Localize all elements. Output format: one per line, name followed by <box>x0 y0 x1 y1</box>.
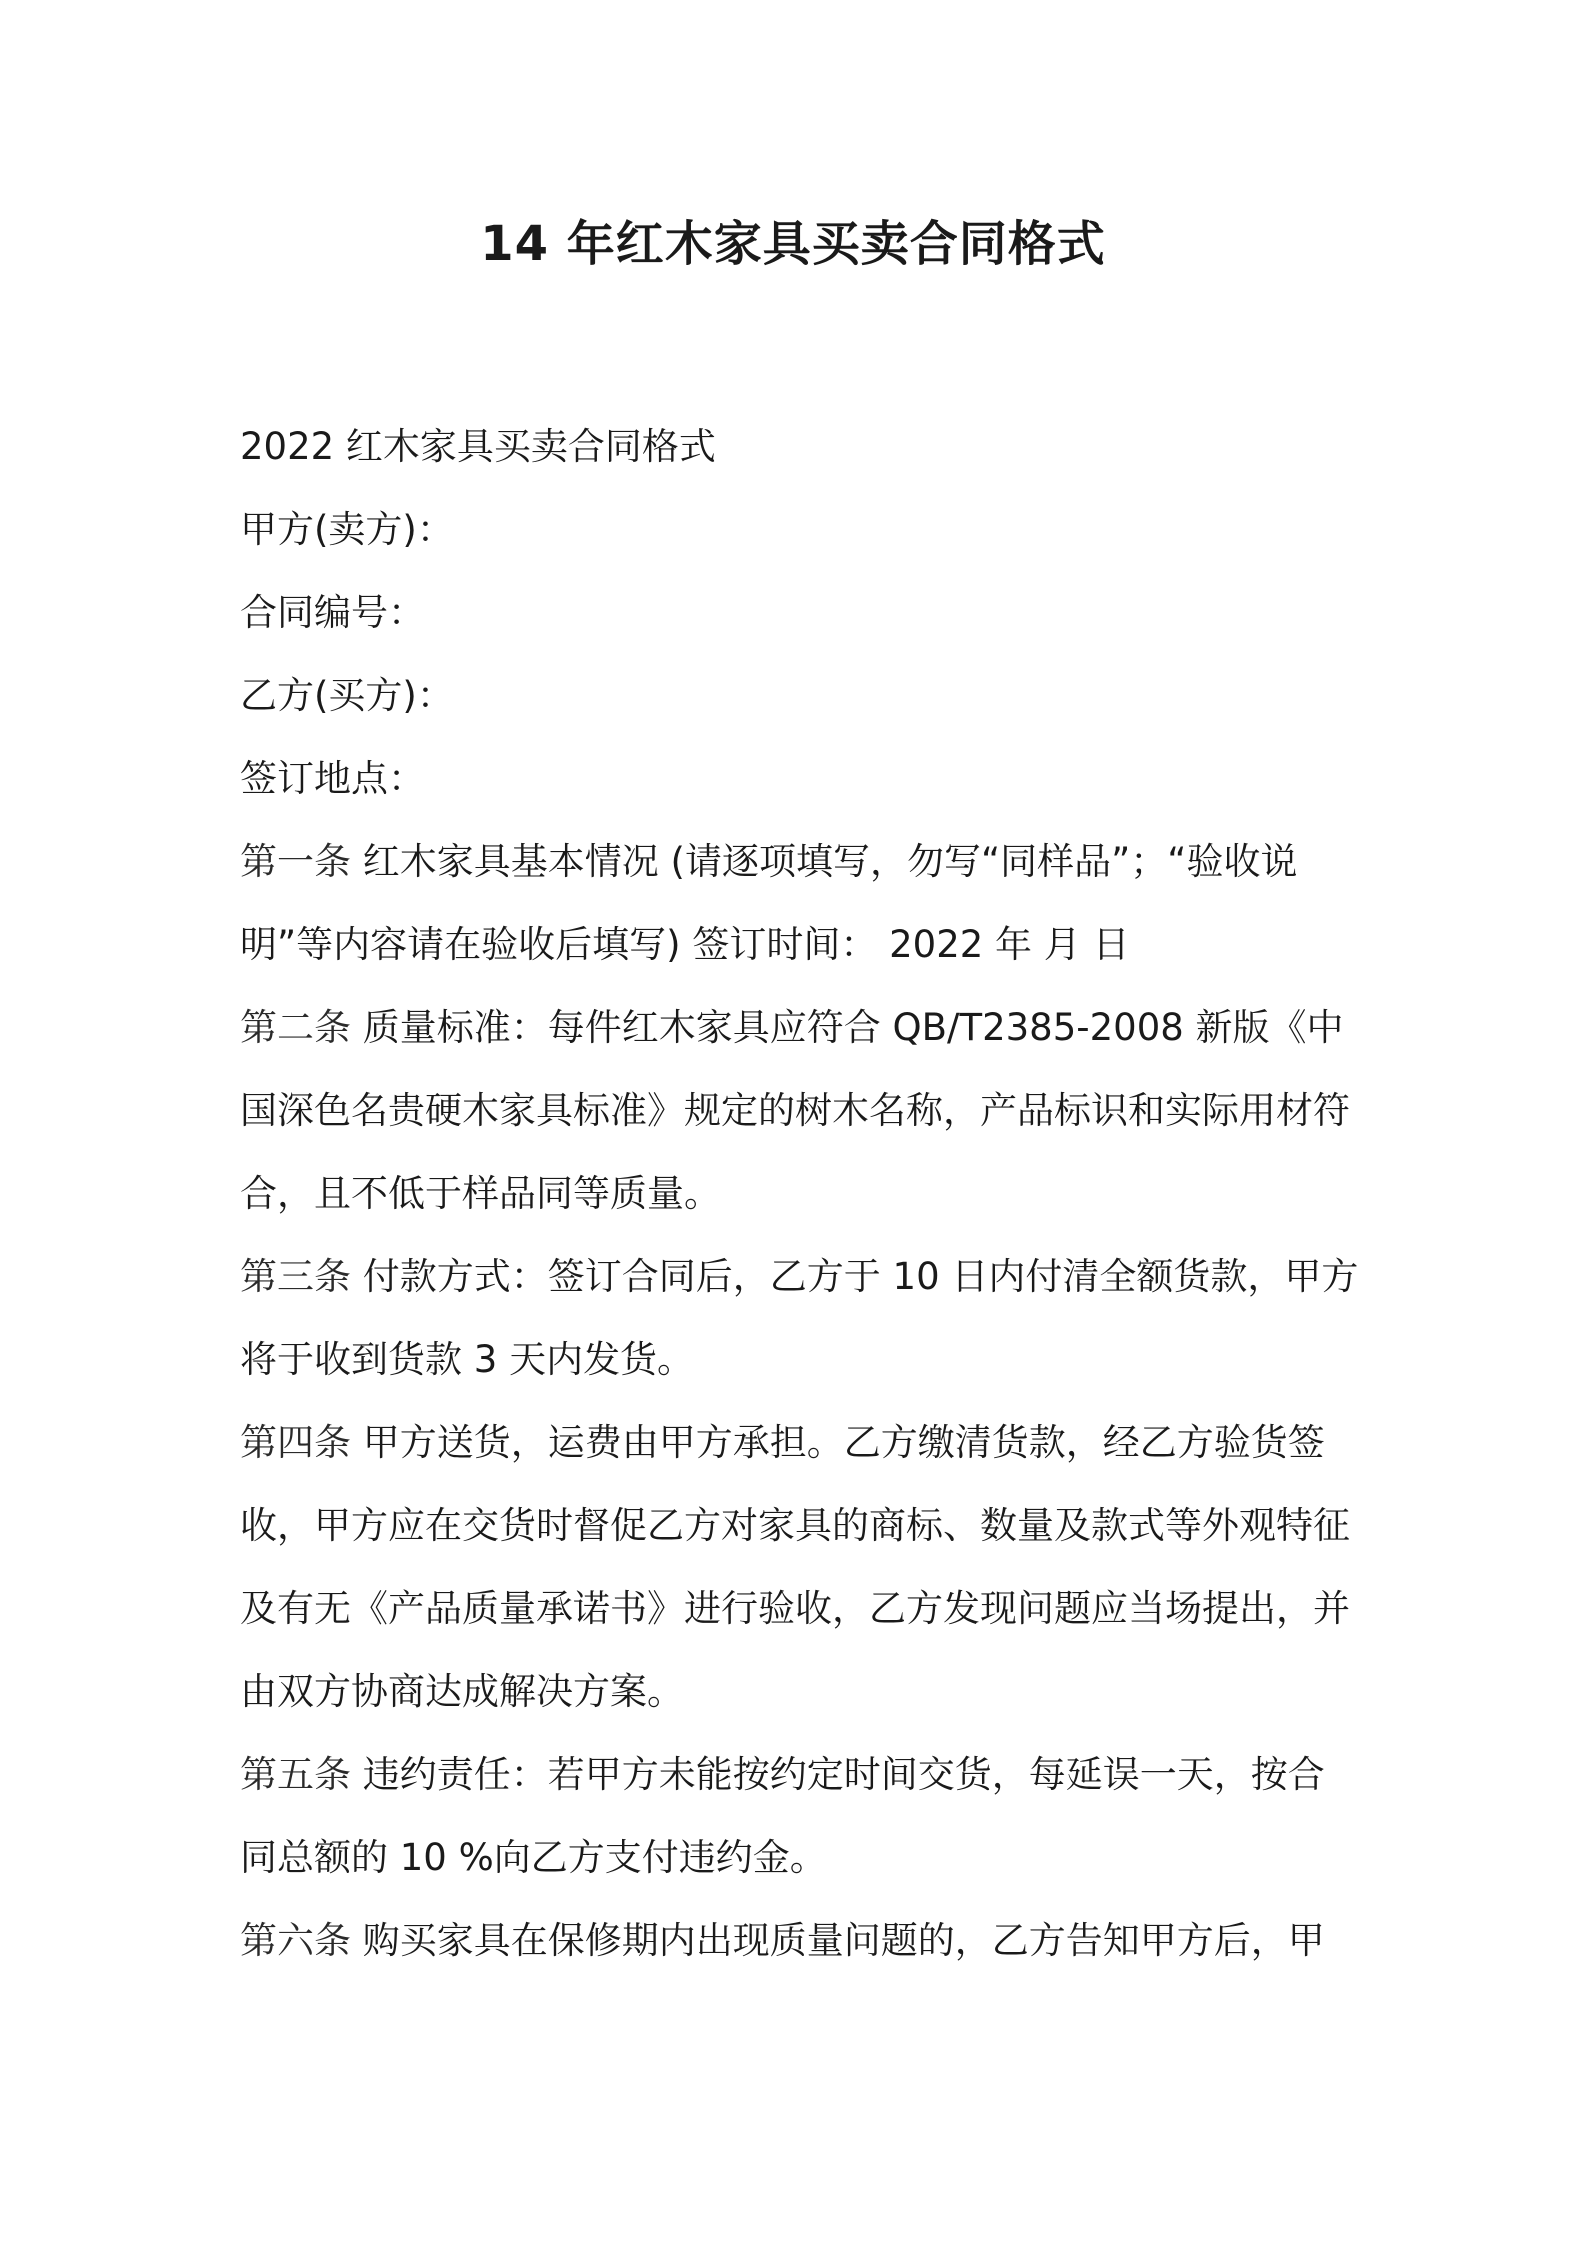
text-line <box>240 820 1360 903</box>
article-label: 第一条 <box>240 840 363 883</box>
text-line <box>240 654 1360 737</box>
text-line <box>240 1318 1360 1401</box>
text-line <box>240 903 1360 986</box>
line-text: 收，甲方应在交货时督促乙方对家具的商标、数量及款式等外观特征 <box>240 1504 1350 1547</box>
line-text: 质量标准：每件红木家具应符合 QB/T2385-2008 新版《中 <box>362 1006 1344 1049</box>
text-line <box>240 1733 1360 1816</box>
text-line <box>240 1401 1360 1484</box>
article-label: 第四条 <box>240 1421 363 1464</box>
article-label: 第二条 <box>240 1006 363 1049</box>
text-line <box>240 488 1360 571</box>
text-line <box>240 1816 1360 1899</box>
line-text: 2022 红木家具买卖合同格式 <box>240 425 716 468</box>
line-text: 签订地点： <box>240 757 425 800</box>
text-line <box>240 1650 1360 1733</box>
text-line <box>240 737 1360 820</box>
article-label: 第五条 <box>240 1753 363 1796</box>
document-body <box>240 405 1360 1982</box>
article-label: 第三条 <box>240 1255 363 1298</box>
line-text: 合，且不低于样品同等质量。 <box>240 1172 721 1215</box>
line-text: 合同编号： <box>240 591 425 634</box>
line-text: 国深色名贵硬木家具标准》规定的树木名称，产品标识和实际用材符 <box>240 1089 1350 1132</box>
text-line <box>240 1484 1360 1567</box>
line-text: 购买家具在保修期内出现质量问题的，乙方告知甲方后，甲 <box>362 1919 1325 1962</box>
line-text: 甲方(卖方)： <box>240 508 454 551</box>
line-text: 将于收到货款 3 天内发货。 <box>240 1338 695 1381</box>
text-line <box>240 405 1360 488</box>
line-text: 同总额的 10 %向乙方支付违约金。 <box>240 1836 827 1879</box>
text-line <box>240 1152 1360 1235</box>
text-line <box>240 1899 1360 1982</box>
line-text: 红木家具基本情况 (请逐项填写，勿写“同样品”；“验收说 <box>362 840 1298 883</box>
text-line <box>240 1069 1360 1152</box>
text-line <box>240 1567 1360 1650</box>
line-text: 明”等内容请在验收后填写) 签订时间： 2022 年 月 日 <box>240 923 1130 966</box>
document-title: 14 年红木家具买卖合同格式 <box>480 216 1106 272</box>
line-text: 及有无《产品质量承诺书》进行验收，乙方发现问题应当场提出，并 <box>240 1587 1350 1630</box>
line-text: 由双方协商达成解决方案。 <box>240 1670 684 1713</box>
text-line <box>240 1235 1360 1318</box>
line-text: 甲方送货，运费由甲方承担。乙方缴清货款，经乙方验货签 <box>362 1421 1325 1464</box>
line-text: 付款方式：签订合同后，乙方于 10 日内付清全额货款，甲方 <box>362 1255 1359 1298</box>
text-line <box>240 571 1360 654</box>
line-text: 乙方(买方)： <box>240 674 454 717</box>
text-line <box>240 986 1360 1069</box>
line-text: 违约责任：若甲方未能按约定时间交货，每延误一天，按合 <box>362 1753 1325 1796</box>
article-label: 第六条 <box>240 1919 363 1962</box>
